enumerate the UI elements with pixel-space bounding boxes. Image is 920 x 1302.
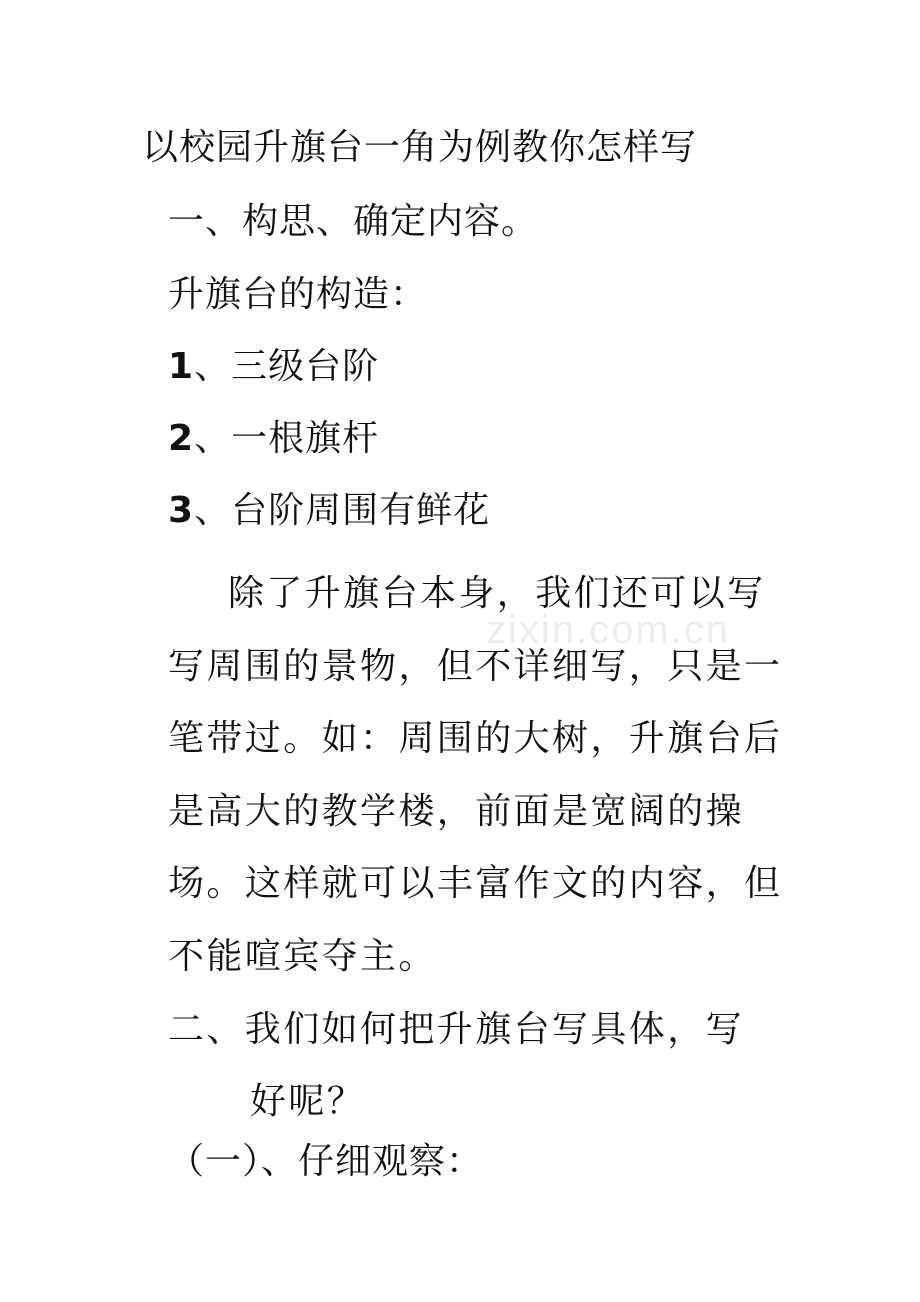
body-paragraph: 除了升旗台本身，我们还可以写写周围的景物，但不详细写，只是一笔带过。如：周围的大树，升旗台后是高大的教学楼，前面是宽阔的操场。这样就可以丰富作文的内容，但不能喧宾夺主。 <box>168 573 783 977</box>
list-item-number: 3 <box>168 490 195 531</box>
list-item-number: 2 <box>168 418 195 459</box>
section-two-heading <box>168 994 798 1138</box>
list-item <box>168 345 379 389</box>
structure-label: 升旗台的构造： <box>168 274 428 315</box>
list-item-text: 、三级台阶 <box>194 346 380 387</box>
section-one-heading: 一、构思、确定内容。 <box>168 201 539 242</box>
subsection-heading: （一）、仔细观察： <box>168 1141 484 1182</box>
document-title: 以校园升旗台一角为例教你怎样写 <box>142 127 698 168</box>
watermark-text: zixin.com.cn <box>486 608 731 652</box>
section-two-heading-line1: 二、我们如何把升旗台写具体，写 <box>168 1009 745 1050</box>
section-two-heading-line2: 好呢？ <box>250 1081 366 1122</box>
list-item <box>168 489 490 533</box>
list-item <box>168 417 379 461</box>
list-item-text: 、一根旗杆 <box>194 418 380 459</box>
list-item-text: 、台阶周围有鲜花 <box>194 490 491 531</box>
list-item-number: 1 <box>168 346 195 387</box>
